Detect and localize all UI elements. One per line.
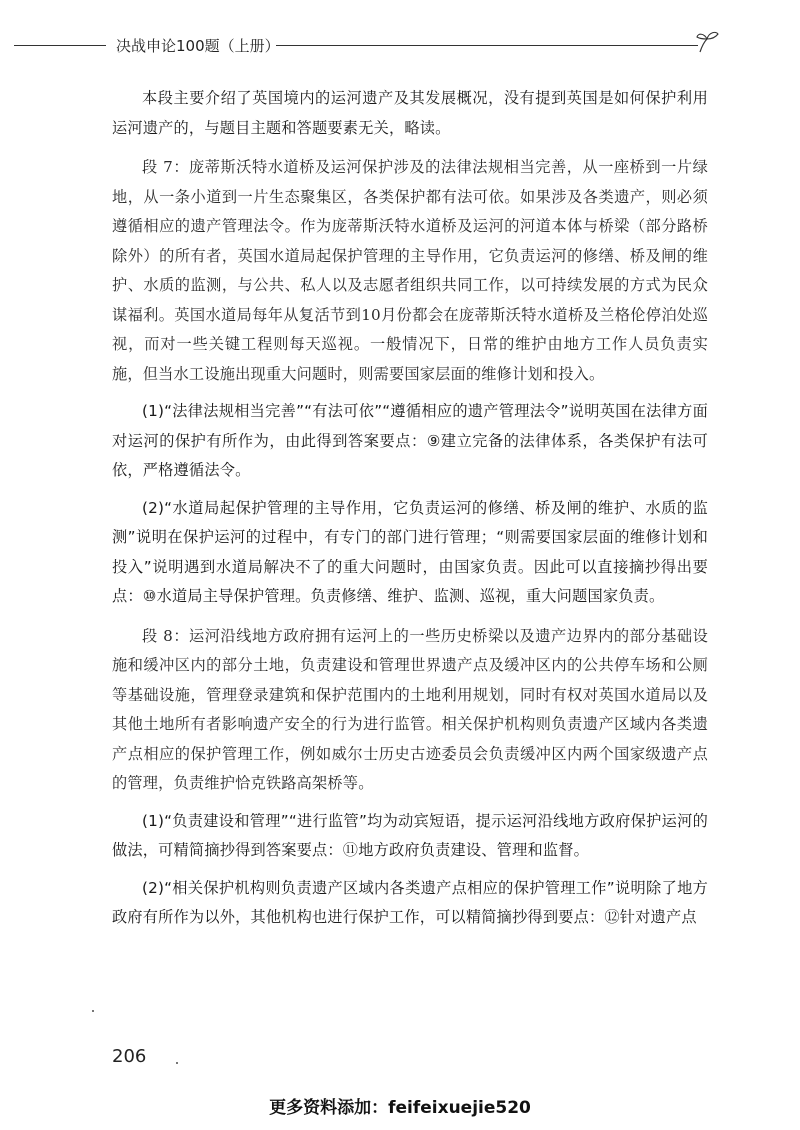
header-rule-left: [14, 45, 106, 46]
header-rule-right: [276, 45, 698, 46]
page-number: 206: [112, 1046, 147, 1067]
analysis-point-11: (1)“负责建设和管理”“进行监管”均为动宾短语，提示运河沿线地方政府保护运河的做法，可精简摘抄得到答案要点：⑪地方政府负责建设、管理和监督。: [112, 811, 708, 859]
analysis-point-12: (2)“相关保护机构则负责遗产区域内各类遗产点相应的保护管理工作”说明除了地方政府有所作为以外，其他机构也进行保护工作，可以精简摘抄得到要点：⑫针对遗产点: [112, 878, 708, 926]
paragraph-summary: 本段主要介绍了英国境内的运河遗产及其发展概况，没有提到英国是如何保护利用运河遗产的，与题目主题和答题要素无关，略读。: [112, 89, 708, 137]
page-body: [112, 84, 708, 933]
paragraph-section-8: 段 8：运河沿线地方政府拥有运河上的一些历史桥梁以及遗产边界内的部分基础设施和缓冲区内的部分土地，负责建设和管理世界遗产点及缓冲区内的公共停车场和公厕等基础设施，管理登录建筑和保护范围内的土地利用规划，同时有权对英国水道局以及其他土地所有者影响遗产安全的行为进行监管。相关保护机构则负责遗产区域内各类遗产点相应的保护管理工作，例如威尔士历史古迹委员会负责缓冲区内两个国家级遗产点的管理，负责维护恰克铁路高架桥等。: [112, 626, 708, 792]
analysis-point-10: (2)“水道局起保护管理的主导作用，它负责运河的修缮、桥及闸的维护、水质的监测”说明在保护运河的过程中，有专门的部门进行管理；“则需要国家层面的维修计划和投入”说明遇到水道局解决不了的重大问题时，由国家负责。因此可以直接摘抄得出要点：⑩水道局主导保护管理。负责修缮、维护、监测、巡视，重大问题国家负责。: [112, 498, 708, 605]
book-title: 决战申论100题（上册）: [116, 37, 280, 55]
analysis-point-9: (1)“法律法规相当完善”“有法可依”“遵循相应的遗产管理法令”说明英国在法律方面对运河的保护有所作为，由此得到答案要点：⑨建立完备的法律体系，各类保护有法可依，严格遵循法令。: [112, 402, 708, 479]
paragraph-section-7: 段 7：庞蒂斯沃特水道桥及运河保护涉及的法律法规相当完善，从一座桥到一片绿地，从一条小道到一片生态聚集区，各类保护都有法可依。如果涉及各类遗产，则必须遵循相应的遗产管理法令。作为庞蒂斯沃特水道桥及运河的河道本体与桥梁（部分路桥除外）的所有者，英国水道局起保护管理的主导作用，它负责运河的修缮、桥及闸的维护、水质的监测，与公共、私人以及志愿者组织共同工作，以可持续发展的方式为民众谋福利。英国水道局每年从复活节到10月份都会在庞蒂斯沃特水道桥及兰格伦停泊处巡视，而对一些关键工程则每天巡视。一般情况下，日常的维护由地方工作人员负责实施，但当水工设施出现重大问题时，则需要国家层面的维修计划和投入。: [112, 158, 708, 383]
scan-speck: [92, 1010, 94, 1012]
footer-note: 更多资料添加：feifeixuejie520: [269, 1098, 531, 1118]
sprout-icon: [694, 30, 720, 54]
running-header: [14, 34, 714, 58]
scan-speck: [176, 1062, 178, 1064]
